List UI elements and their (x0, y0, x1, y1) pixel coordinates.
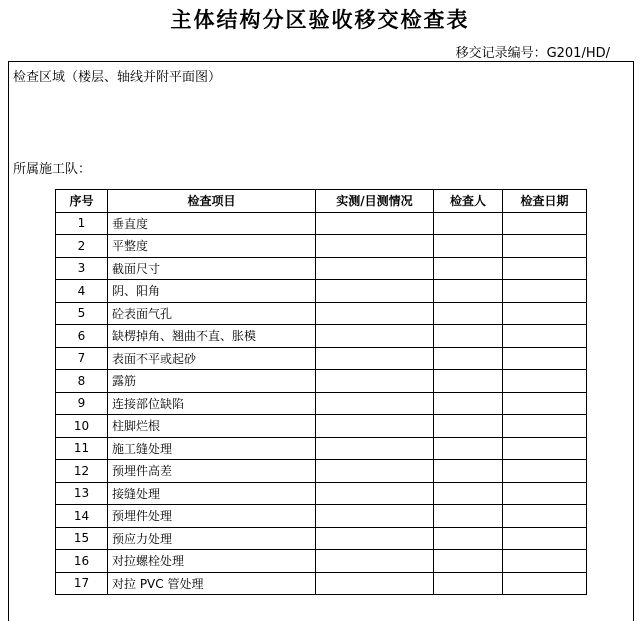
table-row (56, 572, 587, 595)
row-number: 4 (56, 280, 108, 303)
date-cell[interactable] (503, 415, 587, 438)
actual-cell[interactable] (316, 257, 434, 280)
row-number: 9 (56, 392, 108, 415)
date-cell[interactable] (503, 572, 587, 595)
row-number: 2 (56, 235, 108, 258)
header-item: 检查项目 (108, 190, 316, 213)
row-number: 1 (56, 212, 108, 235)
date-cell[interactable] (503, 235, 587, 258)
inspector-cell[interactable] (434, 347, 503, 370)
check-item: 柱脚烂根 (108, 415, 316, 438)
table-row (56, 212, 587, 235)
form-box (8, 61, 634, 621)
header-no: 序号 (56, 190, 108, 213)
check-item: 阴、阳角 (108, 280, 316, 303)
date-cell[interactable] (503, 347, 587, 370)
check-item: 截面尺寸 (108, 257, 316, 280)
row-number: 6 (56, 325, 108, 348)
actual-cell[interactable] (316, 325, 434, 348)
table-row (56, 347, 587, 370)
check-item: 露筋 (108, 370, 316, 393)
date-cell[interactable] (503, 325, 587, 348)
inspector-cell[interactable] (434, 370, 503, 393)
page-title: 主体结构分区验收移交检查表 (170, 8, 470, 32)
row-number: 17 (56, 572, 108, 595)
inspector-cell[interactable] (434, 437, 503, 460)
table-row (56, 482, 587, 505)
inspection-table (55, 189, 587, 595)
actual-cell[interactable] (316, 437, 434, 460)
check-item: 预埋件高差 (108, 460, 316, 483)
actual-cell[interactable] (316, 370, 434, 393)
date-cell[interactable] (503, 437, 587, 460)
date-cell[interactable] (503, 212, 587, 235)
check-item: 砼表面气孔 (108, 302, 316, 325)
row-number: 12 (56, 460, 108, 483)
table-row (56, 460, 587, 483)
inspector-cell[interactable] (434, 527, 503, 550)
record-number: 移交记录编号：G201/HD/ (455, 46, 610, 61)
check-item: 连接部位缺陷 (108, 392, 316, 415)
table-row (56, 302, 587, 325)
row-number: 16 (56, 550, 108, 573)
table-row (56, 505, 587, 528)
inspector-cell[interactable] (434, 280, 503, 303)
inspector-cell[interactable] (434, 460, 503, 483)
actual-cell[interactable] (316, 527, 434, 550)
inspector-cell[interactable] (434, 235, 503, 258)
actual-cell[interactable] (316, 550, 434, 573)
table-row (56, 280, 587, 303)
header-date: 检查日期 (503, 190, 587, 213)
date-cell[interactable] (503, 460, 587, 483)
table-row (56, 550, 587, 573)
actual-cell[interactable] (316, 572, 434, 595)
date-cell[interactable] (503, 505, 587, 528)
row-number: 14 (56, 505, 108, 528)
check-item: 对拉螺栓处理 (108, 550, 316, 573)
table-row (56, 437, 587, 460)
check-item: 对拉 PVC 管处理 (108, 572, 316, 595)
date-cell[interactable] (503, 392, 587, 415)
actual-cell[interactable] (316, 482, 434, 505)
row-number: 3 (56, 257, 108, 280)
header-actual: 实测/目测情况 (316, 190, 434, 213)
row-number: 5 (56, 302, 108, 325)
date-cell[interactable] (503, 482, 587, 505)
actual-cell[interactable] (316, 392, 434, 415)
actual-cell[interactable] (316, 347, 434, 370)
check-item: 垂直度 (108, 212, 316, 235)
inspector-cell[interactable] (434, 325, 503, 348)
check-item: 平整度 (108, 235, 316, 258)
table-row (56, 527, 587, 550)
actual-cell[interactable] (316, 212, 434, 235)
date-cell[interactable] (503, 370, 587, 393)
check-item: 施工缝处理 (108, 437, 316, 460)
row-number: 10 (56, 415, 108, 438)
header-inspector: 检查人 (434, 190, 503, 213)
check-item: 缺楞掉角、翘曲不直、胀模 (108, 325, 316, 348)
table-row (56, 235, 587, 258)
actual-cell[interactable] (316, 415, 434, 438)
date-cell[interactable] (503, 550, 587, 573)
inspector-cell[interactable] (434, 257, 503, 280)
row-number: 8 (56, 370, 108, 393)
actual-cell[interactable] (316, 460, 434, 483)
check-item: 预应力处理 (108, 527, 316, 550)
inspector-cell[interactable] (434, 392, 503, 415)
table-row (56, 257, 587, 280)
inspector-cell[interactable] (434, 212, 503, 235)
inspector-cell[interactable] (434, 550, 503, 573)
date-cell[interactable] (503, 280, 587, 303)
check-item: 接缝处理 (108, 482, 316, 505)
table-header-row (56, 190, 587, 213)
inspector-cell[interactable] (434, 415, 503, 438)
table-row (56, 325, 587, 348)
date-cell[interactable] (503, 527, 587, 550)
actual-cell[interactable] (316, 280, 434, 303)
date-cell[interactable] (503, 257, 587, 280)
inspector-cell[interactable] (434, 302, 503, 325)
actual-cell[interactable] (316, 505, 434, 528)
check-item: 表面不平或起砂 (108, 347, 316, 370)
table-row (56, 370, 587, 393)
actual-cell[interactable] (316, 302, 434, 325)
inspector-cell[interactable] (434, 505, 503, 528)
check-item: 预埋件处理 (108, 505, 316, 528)
date-cell[interactable] (503, 302, 587, 325)
row-number: 7 (56, 347, 108, 370)
row-number: 13 (56, 482, 108, 505)
row-number: 15 (56, 527, 108, 550)
construction-team-label: 所属施工队： (13, 162, 92, 177)
table-row (56, 415, 587, 438)
actual-cell[interactable] (316, 235, 434, 258)
row-number: 11 (56, 437, 108, 460)
inspector-cell[interactable] (434, 482, 503, 505)
inspector-cell[interactable] (434, 572, 503, 595)
inspection-area-label: 检查区域（楼层、轴线并附平面图） (13, 70, 222, 85)
table-row (56, 392, 587, 415)
